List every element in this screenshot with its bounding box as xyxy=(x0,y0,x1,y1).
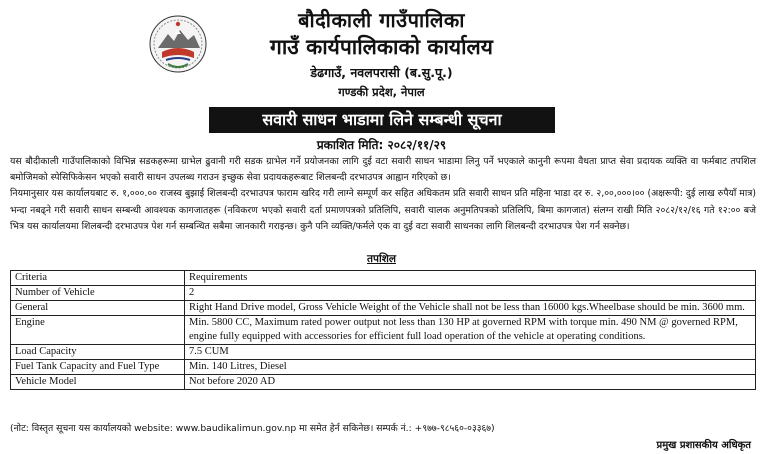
table-cell-criteria: Vehicle Model xyxy=(11,375,185,390)
table-cell-criteria: Fuel Tank Capacity and Fuel Type xyxy=(11,360,185,375)
table-row xyxy=(11,316,756,345)
province-name: गण्डकी प्रदेश, नेपाल xyxy=(338,85,425,99)
table-cell-criteria: General xyxy=(11,301,185,316)
table-row xyxy=(11,286,756,301)
notice-body xyxy=(10,154,756,235)
specification-table xyxy=(10,270,756,390)
signatory-title: प्रमुख प्रशासकीय अधिकृत xyxy=(656,440,751,451)
tapsil-heading: तपशिल xyxy=(367,253,396,265)
office-address: डेढगाउँ, नवलपरासी (ब.सु.पू.) xyxy=(310,65,453,80)
table-cell-criteria: Load Capacity xyxy=(11,345,185,360)
table-row xyxy=(11,345,756,360)
published-date: प्रकाशित मिति: २०८२/११/२९ xyxy=(316,138,447,152)
table-cell-criteria: Criteria xyxy=(11,271,185,286)
body-paragraph-2: नियमानुसार यस कार्यालयबाट रु. १,०००.०० राजस्व बुझाई शिलबन्दी दरभाउपत्र फाराम खरिद गरी लाग्ने सम्पूर्ण कर सहित अधिकतम प्रति सवारी साधन प्रति महिना भाडा दर रु. २,००,०००।०० (अक्षरूपी: दुई लाख रुपैयाँ मात्र) भन्दा नबढ्ने गरी सवारी साधन सम्बन्धी आवश्यक कागजातहरू (नविकरण भएको सवारी दर्ता प्रमाणपत्रको प्रतिलिपि, सवारी चालक अनुमतिपत्रको प्रतिलिपि, बिमा कागजात) संलग्न राखी मिति २०८२/१२/१६ गते १२:०० बजे भित्र यस कार्यालयमा शिलबन्दी दरभाउपत्र पेश गर्न सम्बन्धित सबैमा जानकारी गराइन्छ। कुनै पनि व्यक्ति/फर्मले एक वा दुई वटा सवारी साधनका लागि शिलबन्दी दरभाउपत्र पेश गर्न सक्नेछ। xyxy=(10,188,756,232)
municipality-name: बौदीकाली गाउँपालिका xyxy=(298,8,465,32)
table-cell-requirements: Requirements xyxy=(185,271,756,286)
table-cell-requirements: 7.5 CUM xyxy=(185,345,756,360)
table-row xyxy=(11,301,756,316)
table-cell-requirements: Not before 2020 AD xyxy=(185,375,756,390)
footer-note: (नोट: विस्तृत सूचना यस कार्यालयको website: www.baudikalimun.gov.np मा समेत हेर्न सकिनेछ। सम्पर्क नं.: +९७७-९८५६०-०३३६७) xyxy=(10,423,495,434)
body-paragraph-1: यस बौदीकाली गाउँपालिकाको विभिन्न सडकहरूमा ग्राभेल ढुवानी गरी सडक ग्राभेल गर्ने प्रयोजनका लागि दुई वटा सवारी साधन भाडामा लिनु पर्ने भएकाले कानुनी रूपमा वैधता प्राप्त सेवा प्रदायक व्यक्ति वा फर्मबाट तपशिल बमोजिमको स्पेसिफिकेसन भएको सवारी साधन उपलब्ध गराउन इच्छुक सेवा प्रदायकहरूबाट शिलबन्दी दरभाउपत्र आह्वान गरिएको छ। xyxy=(10,156,756,184)
table-row xyxy=(11,271,756,286)
table-cell-requirements: Right Hand Drive model, Gross Vehicle Weight of the Vehicle shall not be less than 16000 kgs.Wheelbase should be min. 3600 mm. xyxy=(185,301,756,316)
table-row xyxy=(11,375,756,390)
table-cell-requirements: Min. 5800 CC, Maximum rated power output not less than 130 HP at governed RPM with torque min. 490 NM @ governed RPM, engine fully equipped with accessories for efficient full load operation of the vehicle at operating conditions. xyxy=(185,316,756,345)
table-cell-requirements: Min. 140 Litres, Diesel xyxy=(185,360,756,375)
table-cell-criteria: Number of Vehicle xyxy=(11,286,185,301)
office-name: गाउँ कार्यपालिकाको कार्यालय xyxy=(270,35,493,59)
table-row xyxy=(11,360,756,375)
table-cell-criteria: Engine xyxy=(11,316,185,345)
notice-title: सवारी साधन भाडामा लिने सम्बन्धी सूचना xyxy=(209,107,555,133)
table-cell-requirements: 2 xyxy=(185,286,756,301)
